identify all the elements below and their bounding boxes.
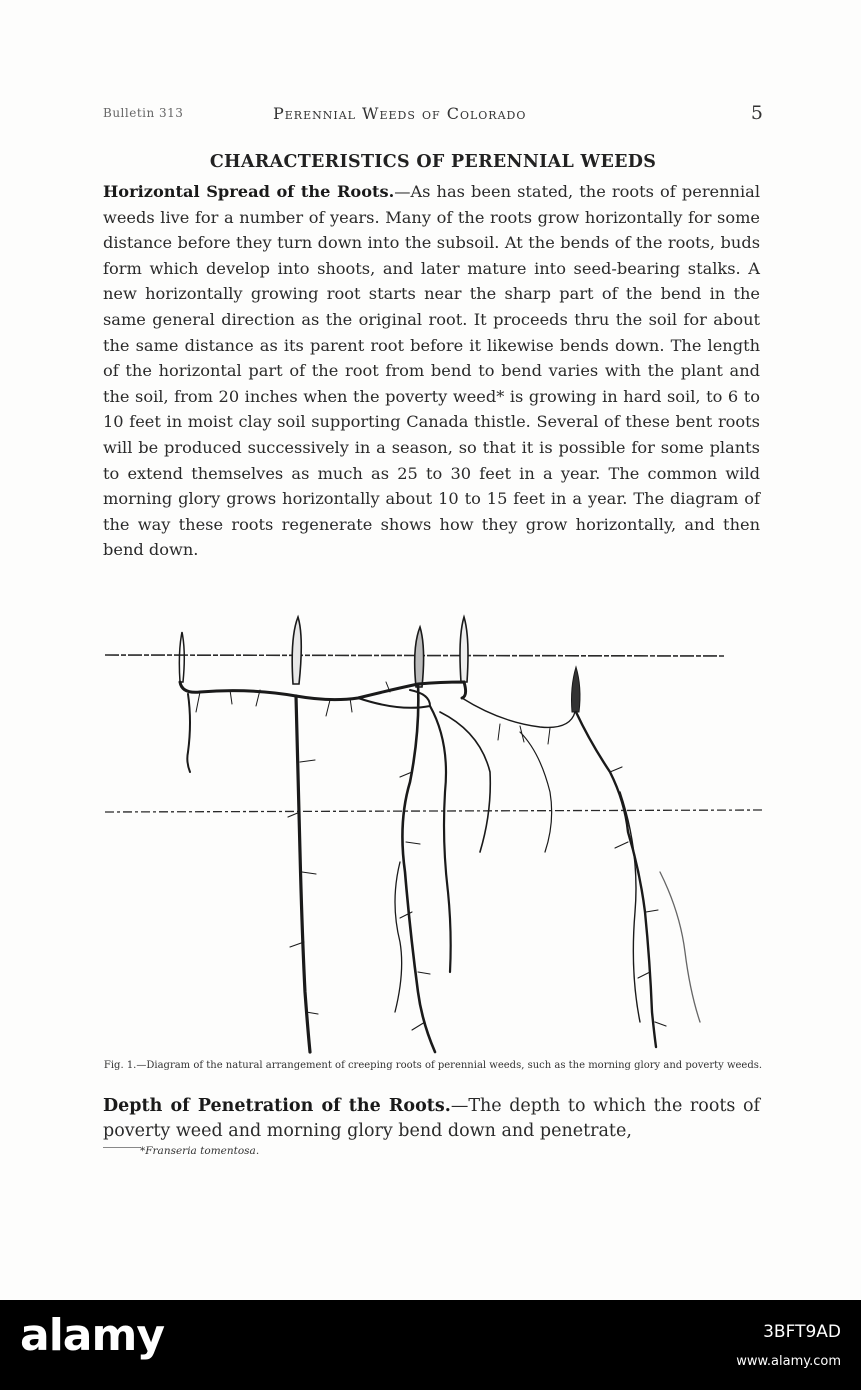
page-number: 5: [750, 102, 763, 124]
shoots: [179, 617, 580, 712]
shoot-1: [179, 632, 184, 682]
horizontal-root: [180, 682, 466, 700]
shoot-2: [292, 617, 301, 684]
paragraph-horizontal-spread: [103, 179, 760, 563]
paragraph-lead: Depth of Penetration of the Roots.: [103, 1096, 451, 1116]
root-system: [180, 682, 700, 1052]
root-a: [187, 694, 190, 772]
root-g: [576, 712, 656, 1047]
shoot-5: [572, 667, 581, 712]
shoot-3: [415, 627, 424, 687]
bulletin-label: Bulletin 313: [103, 106, 184, 120]
paragraph-lead: Horizontal Spread of the Roots.: [103, 182, 395, 201]
running-head: [103, 104, 763, 130]
root-i: [660, 872, 700, 1022]
stock-image-id: 3BFT9AD: [763, 1322, 841, 1342]
shoot-4: [460, 617, 468, 682]
soil-lines: [105, 655, 765, 812]
subsoil-line: [105, 810, 765, 812]
root-e: [440, 712, 490, 852]
root-h: [620, 792, 640, 1022]
stock-url: www.alamy.com: [736, 1354, 841, 1369]
running-title: Perennial Weeds of Colorado: [273, 104, 527, 123]
root-c: [402, 684, 435, 1052]
root-b: [296, 696, 310, 1052]
rootlet-3: [610, 767, 666, 1026]
root-diagram-figure: [100, 612, 765, 1062]
root-d: [430, 706, 451, 972]
root-j: [520, 732, 552, 852]
footnote: *Franseria tomentosa.: [140, 1145, 260, 1157]
section-heading: CHARACTERISTICS OF PERENNIAL WEEDS: [209, 152, 657, 172]
figure-caption: Fig. 1.—Diagram of the natural arrangement of creeping roots of perennial weeds, such as the morning glory and poverty weeds.: [103, 1060, 763, 1071]
paragraph-depth-of-penetration: [103, 1094, 760, 1144]
alamy-logo: alamy: [20, 1310, 164, 1361]
paragraph-text: —The depth to which the roots of poverty weed and morning glory bend down and penetrate,: [103, 1096, 760, 1141]
root-k: [395, 862, 402, 1012]
root-f: [462, 698, 575, 727]
footnote-rule: [103, 1147, 141, 1148]
paragraph-text: —As has been stated, the roots of perennial weeds live for a number of years. Many of the roots grow horizontally for some distance before they turn down into the subsoil. At the bends of the roots, buds form which develop into shoots, and later mature into seed-bearing stalks. A new horizontally growing root starts near the sharp part of the bend in the same general direction as the original root. It proceeds thru the soil for about the same distance as its parent root before it likewise bends down. The length of the horizontal part of the root from bend to bend varies with the plant and the soil, from 20 inches when the poverty weed* is growing in hard soil, to 6 to 10 feet in moist clay soil supporting Canada thistle. Several of these bent roots will be produced successively in a season, so that it is possible for some plants to extend themselves as much as 25 to 30 feet in a year. The common wild morning glory grows horizontally about 10 to 15 feet in a year. The diagram of the way these roots regenerate shows how they grow horizontally, and then bend down.: [103, 182, 760, 560]
